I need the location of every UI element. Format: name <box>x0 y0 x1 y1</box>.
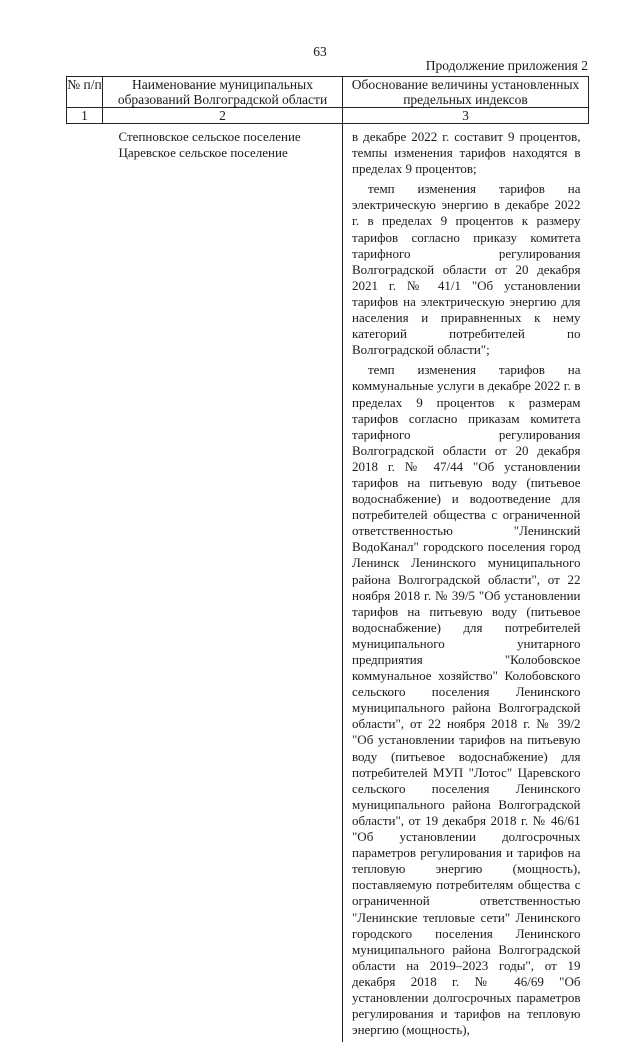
table-header-row <box>67 77 589 108</box>
column-number-2: 2 <box>103 108 343 124</box>
municipality-cell <box>103 124 343 1042</box>
table-row <box>67 124 589 1042</box>
header-municipality-name: Наименование муниципальных образований Волгоградской области <box>103 77 343 108</box>
column-number-3: 3 <box>343 108 589 124</box>
appendix-continuation-note: Продолжение приложения 2 <box>426 58 588 74</box>
justification-paragraph: в декабре 2022 г. составит 9 процентов, темпы изменения тарифов находятся в пределах 9 процентов; <box>352 129 581 177</box>
municipality-name: Степновское сельское поселение <box>119 129 343 145</box>
justification-paragraph: темп изменения тарифов на коммунальные услуги в декабре 2022 г. в пределах 9 процентов к размерам тарифов согласно приказам комитета тарифного регулирования Волгоградской области от 20 декабря 2018 г. № 47/44 "Об установлении тарифов на питьевую воду (питьевое водоснабжение) и водоотведение для потребителей общества с ограниченной ответственностью "Ленинский ВодоКанал" городского поселения город Ленинск Ленинского муниципального района Волгоградской области", от 22 ноября 2018 г. № 39/5 "Об установлении тарифов на питьевую воду (питьевое водоснабжение) для потребителей муниципального унитарного предприятия "Колобовское коммунальное хозяйство" Колобовского сельского поселения Ленинского муниципального района Волгоградской области", от 22 ноября 2018 г. № 39/2 "Об установлении тарифов на питьевую воду (питьевое водоснабжение) для потребителей МУП "Лотос" Царевского сельского поселения Ленинского муниципального района Волгоградской области", от 19 декабря 2018 г. № 46/61 "Об установлении долгосрочных параметров регулирования и тарифов на тепловую энергию (мощность), поставляемую потребителям общества с ограниченной ответственностью "Ленинские тепловые сети" Ленинского городского поселения Ленинского муниципального района Волгоградской области на 2019–2023 годы", от 19 декабря 2018 г. № 46/69 "Об установлении долгосрочных параметров регулирования и тарифов на тепловую энергию (мощность), <box>352 362 581 1038</box>
tariff-index-table <box>66 76 589 1042</box>
header-justification: Обоснование величины установленных предельных индексов <box>343 77 589 108</box>
page-number: 63 <box>0 44 640 60</box>
header-number: № п/п <box>67 77 103 108</box>
column-number-1: 1 <box>67 108 103 124</box>
justification-cell <box>343 124 589 1042</box>
row-number-cell <box>67 124 103 1042</box>
municipality-name: Царевское сельское поселение <box>119 145 343 161</box>
justification-paragraph: темп изменения тарифов на электрическую энергию в декабре 2022 г. в пределах 9 процентов к размеру тарифов согласно приказу комитета тарифного регулирования Волгоградской области от 20 декабря 2021 г. № 41/1 "Об установлении тарифов на электрическую энергию для населения и приравненных к нему категорий потребителей по Волгоградской области"; <box>352 181 581 358</box>
column-number-row <box>67 108 589 124</box>
